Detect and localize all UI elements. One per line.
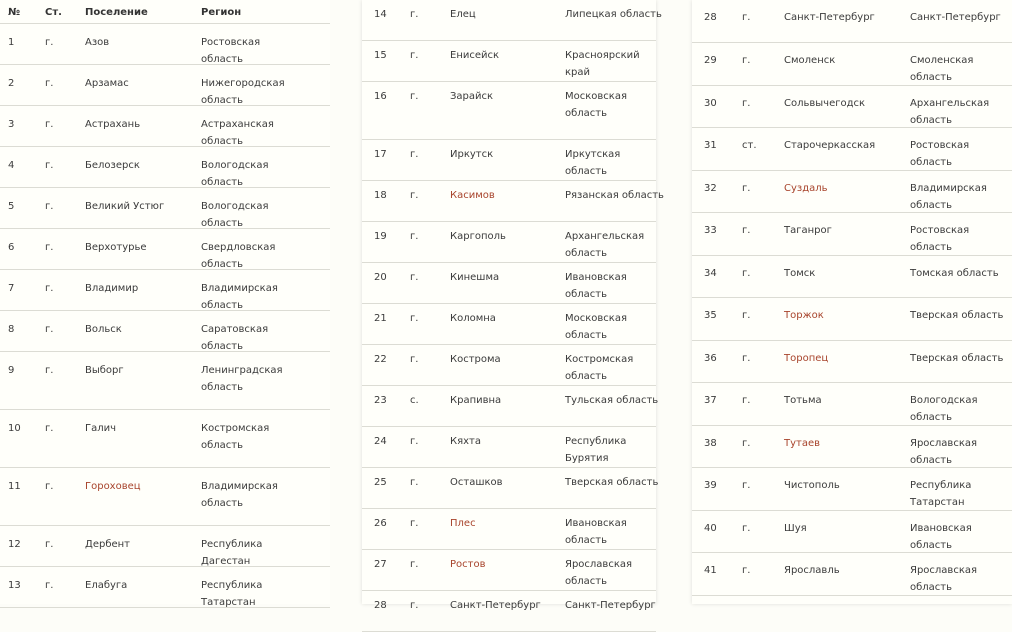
region-name: Костромская область [201,423,270,451]
settlement-name[interactable]: Касимов [450,190,495,201]
settlement-type: г. [45,539,54,550]
table-row [0,106,330,147]
settlement-name: Шуя [784,523,807,534]
header-name: Поселение [85,7,148,18]
row-number: 28 [374,600,387,611]
row-number: 3 [8,119,15,130]
settlement-type: г. [410,9,419,20]
header-region: Регион [201,7,242,18]
table-row [362,509,656,550]
row-number: 15 [374,50,387,61]
row-number: 20 [374,272,387,283]
table-row [0,188,330,229]
settlement-type: г. [410,272,419,283]
settlement-name: Коломна [450,313,496,324]
table-row [362,550,656,591]
region-name: Ивановская область [565,518,627,546]
table-row [0,410,330,468]
settlement-name: Енисейск [450,50,500,61]
settlement-type: г. [742,268,751,279]
row-number: 32 [704,183,717,194]
table-row [0,526,330,567]
settlement-type: г. [742,225,751,236]
table-row [362,304,656,345]
settlement-type: г. [45,324,54,335]
region-name: Московская область [565,313,627,341]
settlement-type: г. [410,436,419,447]
table-row [0,229,330,270]
region-name: Ленинградская область [201,365,283,393]
row-number: 30 [704,98,717,109]
row-number: 12 [8,539,21,550]
row-number: 2 [8,78,15,89]
row-number: 41 [704,565,717,576]
table-row [692,171,1012,213]
table-row [362,140,656,181]
settlement-type: г. [742,523,751,534]
settlement-name[interactable]: Тутаев [784,438,821,449]
table-row [0,147,330,188]
settlement-type: г. [742,98,751,109]
table-row [362,82,656,140]
region-name: Саратовская область [201,324,269,352]
region-name: Астраханская область [201,119,274,147]
row-number: 18 [374,190,387,201]
region-name: Московская область [565,91,627,119]
row-number: 16 [374,91,387,102]
table-body [692,0,1012,596]
settlement-type: г. [45,423,54,434]
row-number: 7 [8,283,15,294]
settlement-name: Астрахань [85,119,141,130]
settlement-name: Кинешма [450,272,500,283]
settlement-name: Белозерск [85,160,140,171]
row-number: 6 [8,242,15,253]
region-name: Архангельская область [910,98,990,126]
settlement-name: Иркутск [450,149,494,160]
settlement-type: г. [410,91,419,102]
settlement-name: Елец [450,9,476,20]
table-row [692,128,1012,171]
row-number: 10 [8,423,21,434]
settlement-name: Крапивна [450,395,502,406]
settlement-type: г. [742,480,751,491]
row-number: 34 [704,268,717,279]
row-number: 31 [704,140,717,151]
region-name: Ростовская область [910,225,970,253]
row-number: 19 [374,231,387,242]
settlement-name: Чистополь [784,480,840,491]
table-header [0,0,330,24]
row-number: 1 [8,37,15,48]
settlement-type: г. [45,283,54,294]
region-name: Ярославская область [565,559,633,587]
settlement-type: г. [45,78,54,89]
region-name: Вологодская область [910,395,978,423]
region-name: Республика Татарстан [910,480,972,508]
row-number: 25 [374,477,387,488]
settlement-name: Тотьма [784,395,822,406]
table-row [692,341,1012,383]
settlement-type: г. [410,518,419,529]
settlement-type: г. [410,313,419,324]
row-number: 17 [374,149,387,160]
table-column-3 [692,0,1012,604]
region-name: Ростовская область [910,140,970,168]
region-name: Липецкая область [565,9,662,20]
settlement-name: Арзамас [85,78,129,89]
settlement-type: г. [45,580,54,591]
settlement-type: г. [45,481,54,492]
table-row [362,0,662,41]
settlement-name: Верхотурье [85,242,147,253]
settlement-type: г. [45,37,54,48]
table-row [362,181,664,222]
table-body [0,24,330,608]
settlement-type: г. [45,365,54,376]
settlement-name: Галич [85,423,117,434]
table-row [0,270,330,311]
region-name: Ростовская область [201,37,261,65]
table-row [362,345,656,386]
settlement-name: Санкт-Петербург [784,12,875,23]
row-number: 23 [374,395,387,406]
settlement-type: г. [742,12,751,23]
row-number: 27 [374,559,387,570]
table-row [692,0,1012,43]
region-name: Республика Татарстан [201,580,263,608]
row-number: 4 [8,160,15,171]
row-number: 14 [374,9,387,20]
header-num: № [8,7,21,18]
region-name: Тверская область [565,477,659,488]
table-row [692,553,1012,596]
row-number: 26 [374,518,387,529]
settlement-type: г. [45,160,54,171]
table-row [692,43,1012,86]
region-name: Республика Дагестан [201,539,263,567]
settlement-name: Ярославль [784,565,840,576]
region-name: Томская область [910,268,999,279]
region-name: Тульская область [565,395,659,406]
table-row [0,567,330,608]
settlement-name[interactable]: Торопец [784,353,829,364]
region-name: Костромская область [565,354,634,382]
settlement-type: г. [410,354,419,365]
settlement-name: Сольвычегодск [784,98,866,109]
row-number: 21 [374,313,387,324]
settlement-type: г. [410,559,419,570]
table-row [692,511,1012,553]
region-name: Рязанская область [565,190,664,201]
settlement-type: г. [45,119,54,130]
table-row [692,426,1012,468]
region-name: Владимирская область [910,183,987,211]
table-row [692,298,1012,341]
table-row [362,591,656,632]
table-row [362,468,659,509]
settlement-type: г. [742,353,751,364]
region-name: Иркутская область [565,149,621,177]
header-st: Ст. [45,7,62,18]
settlement-type: г. [45,242,54,253]
settlement-name: Дербент [85,539,130,550]
settlement-name: Каргополь [450,231,506,242]
settlement-type: ст. [742,140,757,151]
table-row [362,386,659,427]
row-number: 36 [704,353,717,364]
settlement-type: г. [742,395,751,406]
settlement-type: г. [410,600,419,611]
settlement-name: Владимир [85,283,139,294]
settlement-name: Старочеркасская [784,140,876,151]
region-name: Красноярский край [565,50,640,78]
settlement-type: г. [742,438,751,449]
region-name: Республика Бурятия [565,436,627,464]
row-number: 35 [704,310,717,321]
settlement-name: Смоленск [784,55,836,66]
settlement-type: г. [410,477,419,488]
settlement-type: г. [410,50,419,61]
table-row [362,427,656,468]
row-number: 5 [8,201,15,212]
table-column-2 [362,0,664,611]
row-number: 38 [704,438,717,449]
region-name: Тверская область [910,353,1004,364]
row-number: 13 [8,580,21,591]
table-row [0,468,330,526]
settlement-name: Елабуга [85,580,128,591]
region-name: Ярославская область [910,438,978,466]
region-name: Вологодская область [201,201,269,229]
row-number: 40 [704,523,717,534]
settlement-type: г. [45,201,54,212]
settlement-type: с. [410,395,419,406]
table-row [692,383,1012,426]
settlement-type: г. [742,183,751,194]
region-name: Ивановская область [910,523,972,551]
settlement-name: Санкт-Петербург [450,600,541,611]
settlement-name[interactable]: Плес [450,518,476,529]
table-row [0,65,330,106]
region-name: Тверская область [910,310,1004,321]
region-name: Владимирская область [201,481,278,509]
table-row [0,24,330,65]
region-name: Свердловская область [201,242,276,270]
table-row [362,222,656,263]
region-name: Ивановская область [565,272,627,300]
region-name: Смоленская область [910,55,974,83]
settlement-type: г. [410,190,419,201]
row-number: 22 [374,354,387,365]
table-row [692,256,1012,298]
settlement-name: Томск [784,268,816,279]
table-body [362,0,664,632]
settlement-name: Кострома [450,354,501,365]
settlement-name: Азов [85,37,110,48]
settlement-name: Вольск [85,324,122,335]
row-number: 8 [8,324,15,335]
settlement-type: г. [410,231,419,242]
settlement-type: г. [742,55,751,66]
settlement-type: г. [742,310,751,321]
table-row [692,86,1012,128]
table-row [0,311,330,352]
row-number: 11 [8,481,21,492]
table-column-1 [0,0,330,608]
settlement-name: Зарайск [450,91,494,102]
table-row [0,352,330,410]
region-name: Санкт-Петербург [910,12,1001,23]
settlement-type: г. [410,149,419,160]
table-row [692,213,1012,256]
table-row [692,468,1012,511]
row-number: 39 [704,480,717,491]
table-row [362,263,656,304]
settlement-name[interactable]: Суздаль [784,183,828,194]
row-number: 28 [704,12,717,23]
row-number: 9 [8,365,15,376]
settlement-name: Кяхта [450,436,481,447]
table-row [362,41,656,82]
settlement-name: Таганрог [784,225,832,236]
row-number: 24 [374,436,387,447]
region-name: Архангельская область [565,231,645,259]
settlement-name[interactable]: Ростов [450,559,486,570]
region-name: Ярославская область [910,565,978,593]
region-name: Нижегородская область [201,78,285,106]
row-number: 29 [704,55,717,66]
settlement-type: г. [742,565,751,576]
settlement-name[interactable]: Торжок [784,310,824,321]
row-number: 37 [704,395,717,406]
region-name: Владимирская область [201,283,278,311]
settlement-name: Выборг [85,365,124,376]
settlement-name: Великий Устюг [85,201,165,212]
region-name: Санкт-Петербург [565,600,656,611]
region-name: Вологодская область [201,160,269,188]
settlement-name: Осташков [450,477,503,488]
settlement-name[interactable]: Гороховец [85,481,141,492]
row-number: 33 [704,225,717,236]
